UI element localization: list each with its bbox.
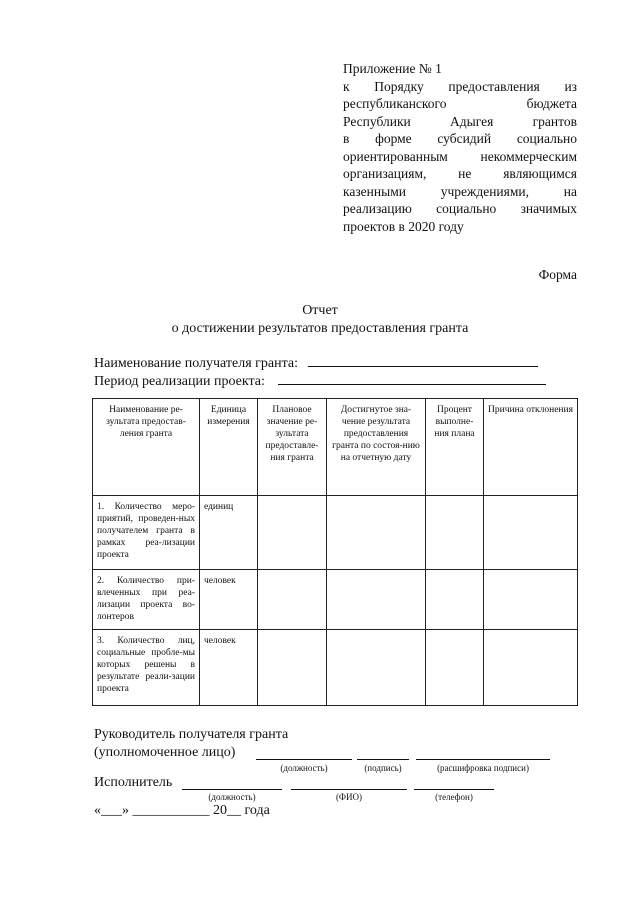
period-field bbox=[94, 370, 546, 390]
reason-cell[interactable] bbox=[484, 630, 578, 706]
period-blank[interactable] bbox=[278, 370, 546, 385]
percent-cell[interactable] bbox=[426, 630, 484, 706]
reason-cell[interactable] bbox=[484, 496, 578, 570]
title-line: о достижении результатов предоставления гранта bbox=[171, 321, 469, 336]
head-label-line1: Руководитель получателя гранта bbox=[94, 727, 289, 742]
table-header-cell: Достигнутое зна-чение результата предоставления гранта по состоя-нию на отчетную дату bbox=[327, 399, 426, 496]
result-name-cell: 1. Количество меро-приятий, проведен-ных получателем гранта в рамках реа-лизации проекта bbox=[93, 496, 200, 570]
planned-value-cell[interactable] bbox=[258, 496, 327, 570]
appendix-line: организациям, не являющимся bbox=[343, 166, 577, 181]
executor-phone-blank[interactable] bbox=[414, 789, 494, 790]
result-name-cell: 2. Количество при-влеченных при реа-лизации проекта во-лонтеров bbox=[93, 570, 200, 630]
caption: (подпись) bbox=[364, 763, 402, 773]
caption: (расшифровка подписи) bbox=[437, 763, 529, 773]
appendix-line: Республики Адыгея грантов bbox=[343, 113, 577, 129]
table-header-cell: Причина отклонения bbox=[484, 399, 578, 496]
unit-cell: человек bbox=[200, 570, 258, 630]
planned-value-cell[interactable] bbox=[258, 570, 327, 630]
recipient-blank[interactable] bbox=[308, 352, 538, 367]
table-header-cell: Единица измерения bbox=[200, 399, 258, 496]
table-header-row bbox=[93, 399, 578, 496]
caption: (телефон) bbox=[435, 792, 473, 802]
achieved-value-cell[interactable] bbox=[327, 570, 426, 630]
percent-cell[interactable] bbox=[426, 496, 484, 570]
executor-name-blank[interactable] bbox=[291, 789, 407, 790]
achieved-value-cell[interactable] bbox=[327, 630, 426, 706]
recipient-label: Наименование получателя гранта: bbox=[94, 356, 299, 371]
unit-cell: единиц bbox=[200, 496, 258, 570]
caption: (должность) bbox=[208, 792, 256, 802]
appendix-line: к Порядку предоставления из bbox=[343, 78, 577, 94]
result-name-cell: 3. Количество лиц, социальные пробле-мы которых решены в результате реали-зации проекта bbox=[93, 630, 200, 706]
recipient-field bbox=[94, 352, 538, 372]
appendix-line: проектов в 2020 году bbox=[343, 218, 464, 234]
table-header-cell: Плановое значение ре-зультата предоставле-ния гранта bbox=[258, 399, 327, 496]
executor-label: Исполнитель bbox=[94, 775, 173, 790]
unit-cell: человек bbox=[200, 630, 258, 706]
head-signature-blank[interactable] bbox=[357, 759, 409, 760]
document-title bbox=[0, 302, 640, 338]
caption: (ФИО) bbox=[335, 792, 363, 802]
achieved-value-cell[interactable] bbox=[327, 496, 426, 570]
appendix-note bbox=[343, 60, 577, 235]
date-line[interactable]: «___» ___________ 20__ года bbox=[94, 803, 270, 818]
head-position-blank[interactable] bbox=[256, 759, 352, 760]
appendix-line: ориентированным некоммерческим bbox=[343, 148, 577, 164]
executor-position-blank[interactable] bbox=[182, 789, 282, 790]
form-label: Форма bbox=[538, 267, 577, 282]
appendix-line: в форме субсидий социально bbox=[343, 131, 577, 146]
results-table bbox=[92, 398, 578, 706]
appendix-line: казенными учреждениями, на bbox=[343, 183, 577, 199]
appendix-line: республиканского бюджета bbox=[343, 96, 577, 111]
appendix-line: Приложение № 1 bbox=[343, 61, 442, 76]
planned-value-cell[interactable] bbox=[258, 630, 327, 706]
caption: (должность) bbox=[280, 763, 328, 773]
table-row bbox=[93, 630, 578, 706]
appendix-line: реализацию социально значимых bbox=[343, 201, 577, 216]
percent-cell[interactable] bbox=[426, 570, 484, 630]
table-row bbox=[93, 570, 578, 630]
head-decoding-blank[interactable] bbox=[416, 759, 550, 760]
reason-cell[interactable] bbox=[484, 570, 578, 630]
table-row bbox=[93, 496, 578, 570]
table-header-cell: Процент выполне-ния плана bbox=[426, 399, 484, 496]
table-header-cell: Наименование ре-зультата предостав-ления гранта bbox=[93, 399, 200, 496]
title-line: Отчет bbox=[302, 303, 338, 318]
head-label-line2: (уполномоченное лицо) bbox=[94, 745, 236, 760]
period-label: Период реализации проекта: bbox=[94, 374, 265, 389]
